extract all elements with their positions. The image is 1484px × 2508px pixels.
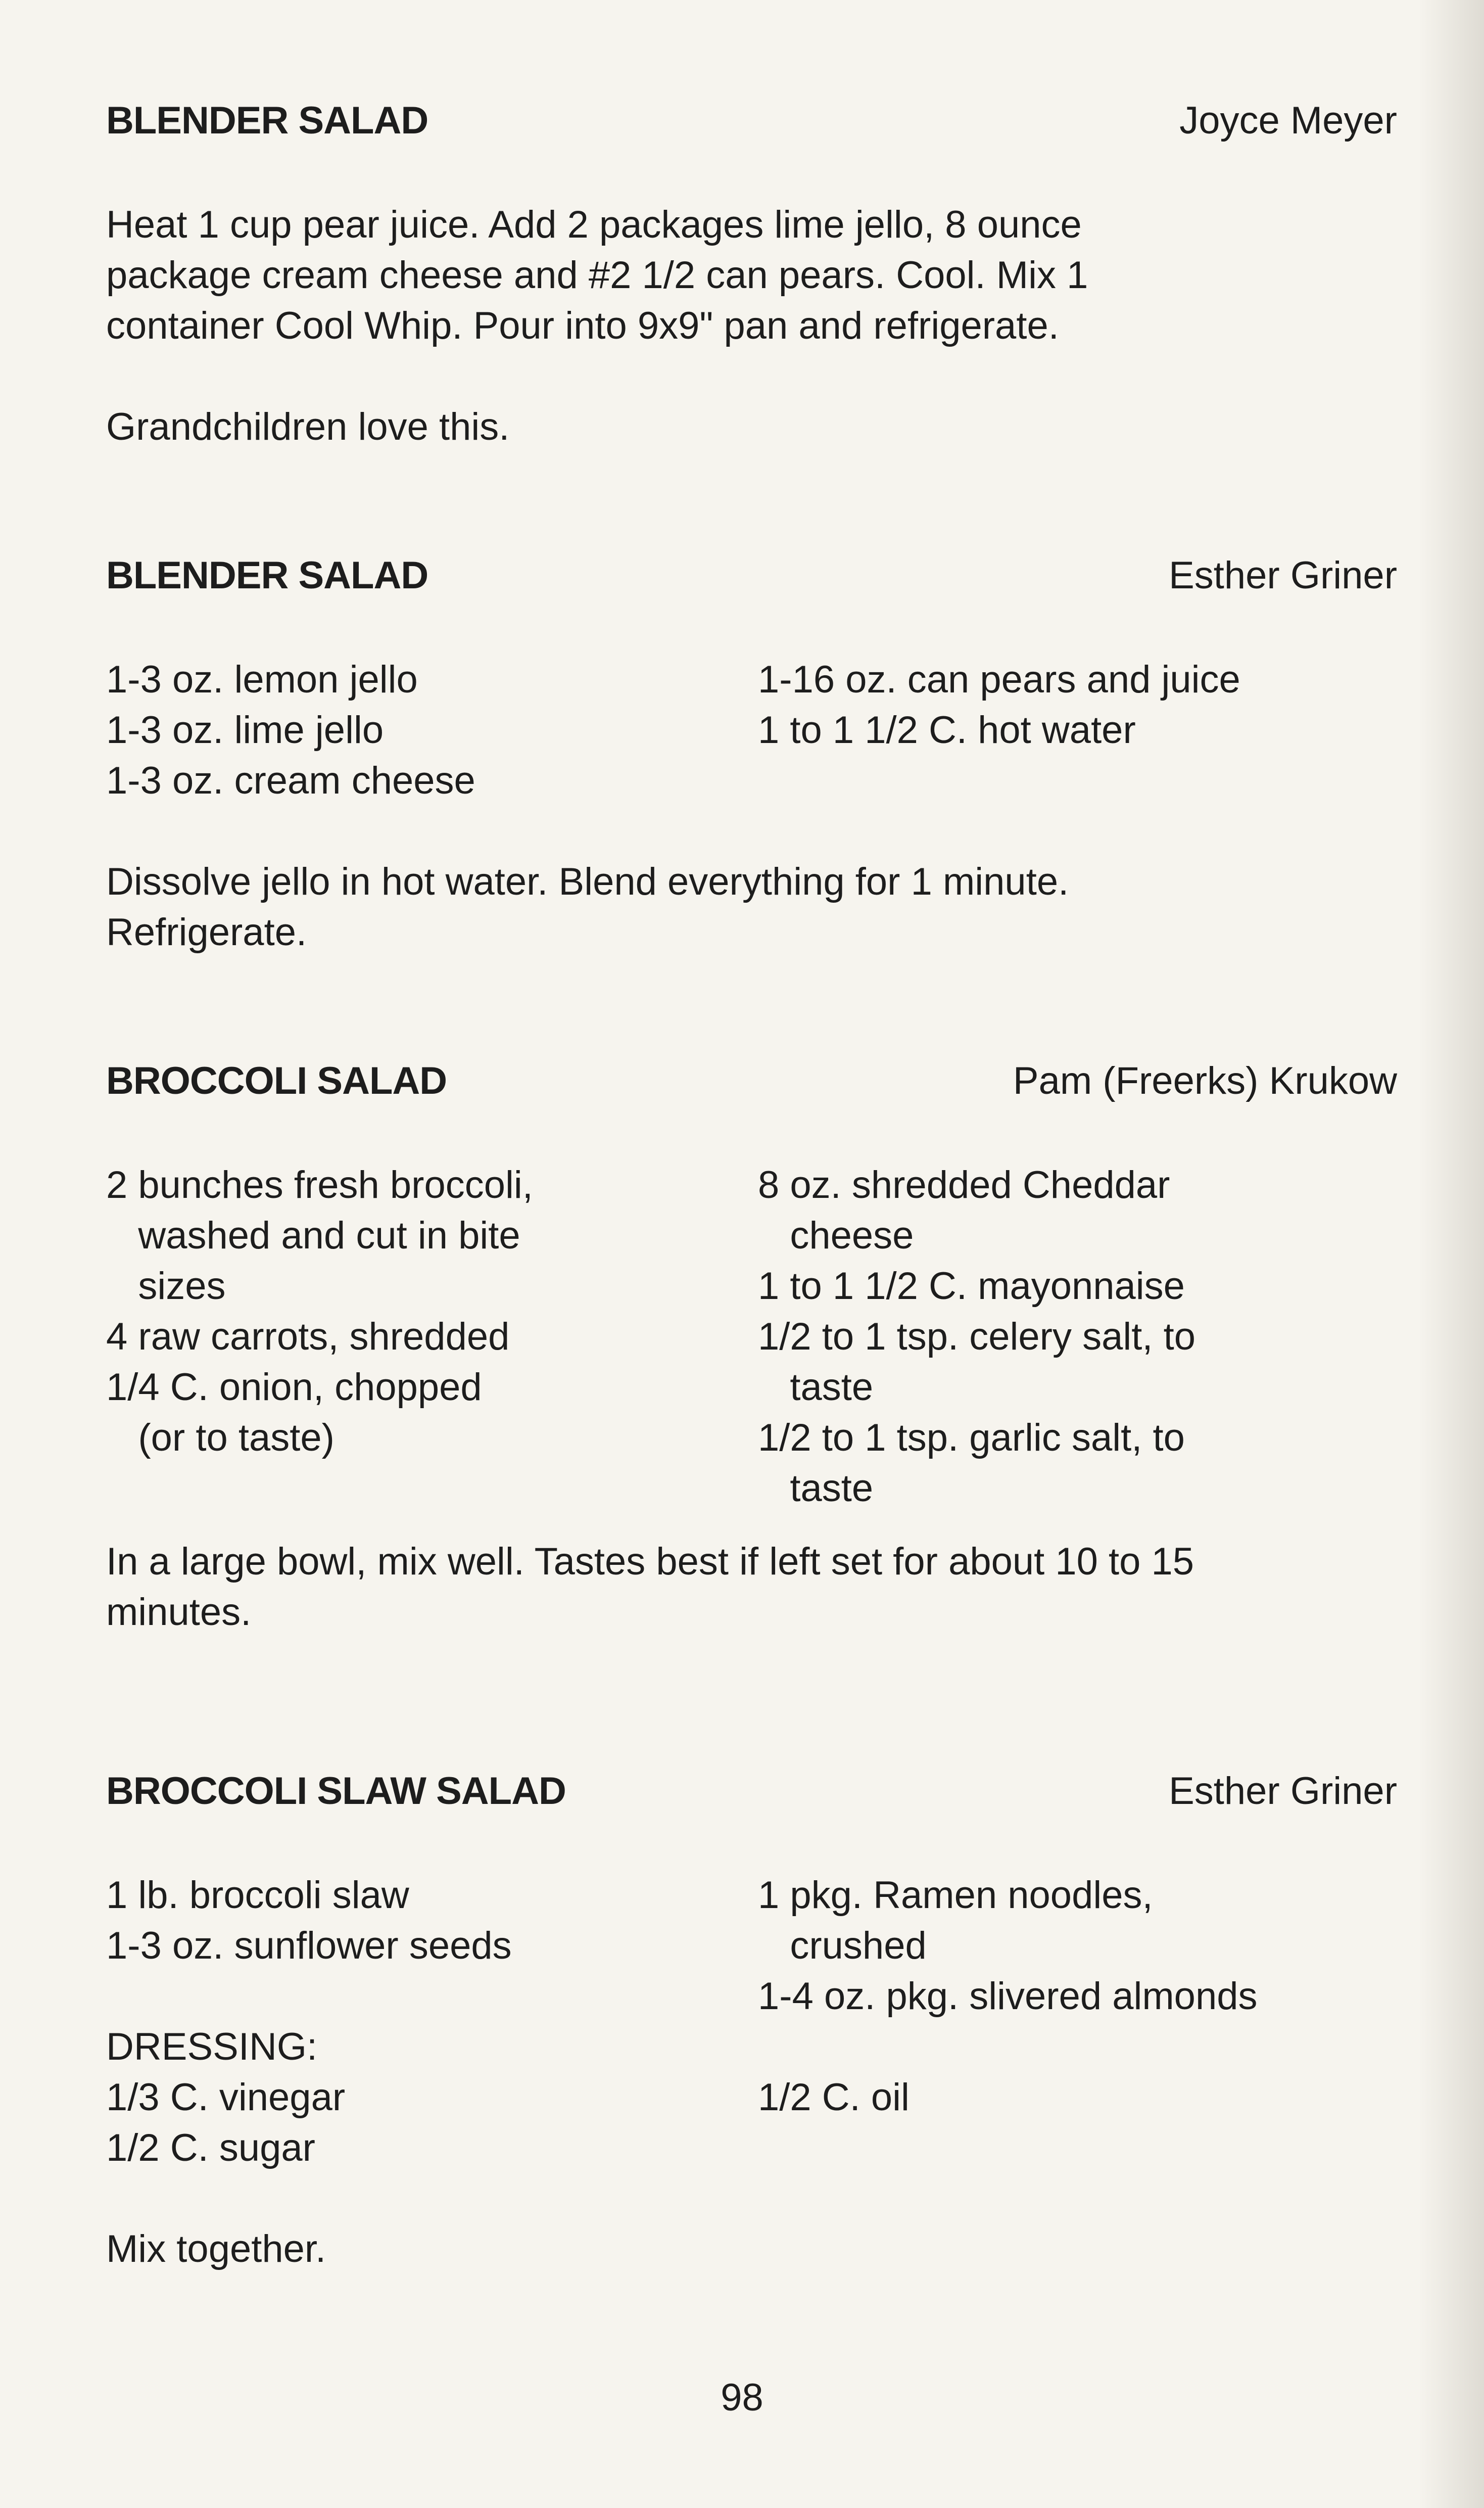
recipe-instructions-line: minutes. [106,1591,252,1634]
recipe-header [106,553,1397,609]
ingredient: 1 to 1 1/2 C. mayonnaise [758,1265,1185,1308]
dressing-list [106,2072,1397,2173]
recipe-header [106,99,1397,154]
ingredient: 4 raw carrots, shredded [106,1315,510,1358]
ingredient: 8 oz. shredded Cheddar [758,1164,1170,1206]
recipe-note: Mix together. [106,2227,326,2270]
ingredient-list [106,655,1397,806]
recipe-author: Joyce Meyer [1179,99,1397,142]
ingredient: (or to taste) [106,1416,334,1459]
ingredient: 1-3 oz. cream cheese [106,759,475,802]
ingredient: 1/2 C. oil [758,2076,909,2119]
ingredient: cheese [758,1214,914,1257]
recipe-title: BLENDER SALAD [106,554,428,597]
ingredient: taste [758,1467,874,1510]
ingredient: 1/2 C. sugar [106,2126,315,2169]
ingredient-list [106,1870,1397,2022]
ingredient: 1 lb. broccoli slaw [106,1874,409,1917]
ingredient: 1 to 1 1/2 C. hot water [758,709,1136,752]
ingredient: taste [758,1366,874,1409]
ingredient: sizes [106,1265,226,1308]
recipe-instructions-line: In a large bowl, mix well. Tastes best if left set for about 10 to 15 [106,1540,1194,1583]
recipe-instructions-line: package cream cheese and #2 1/2 can pears. Cool. Mix 1 [106,254,1088,297]
ingredient: 1/2 to 1 tsp. garlic salt, to [758,1416,1185,1459]
recipe-instructions-line: Dissolve jello in hot water. Blend everything for 1 minute. [106,860,1069,903]
ingredient: 1/2 to 1 tsp. celery salt, to [758,1315,1195,1358]
recipe-instructions-line: Refrigerate. [106,911,307,954]
recipe-title: BLENDER SALAD [106,99,428,142]
recipe-author: Pam (Freerks) Krukow [1013,1059,1397,1102]
recipe-header [106,1059,1397,1114]
dressing-label: DRESSING: [106,2025,318,2068]
ingredient-list [106,1160,1397,1514]
recipe-broccoli-salad [106,1059,1397,1638]
recipe-instructions-line: Heat 1 cup pear juice. Add 2 packages lime jello, 8 ounce [106,203,1082,246]
recipe-note: Grandchildren love this. [106,405,510,448]
page-edge-shadow [1418,0,1484,2508]
ingredient: 1/4 C. onion, chopped [106,1366,482,1409]
recipe-author: Esther Griner [1169,1770,1397,1813]
recipe-blender-salad-griner [106,553,1397,958]
ingredient: 2 bunches fresh broccoli, [106,1164,533,1206]
ingredient: 1-3 oz. lemon jello [106,658,418,701]
recipe-instructions-line: container Cool Whip. Pour into 9x9" pan and refrigerate. [106,304,1059,347]
recipe-header [106,1769,1397,1825]
ingredient: 1-3 oz. sunflower seeds [106,1924,512,1967]
ingredient: 1-16 oz. can pears and juice [758,658,1240,701]
recipe-author: Esther Griner [1169,554,1397,597]
ingredient: crushed [758,1924,927,1967]
recipe-title: BROCCOLI SALAD [106,1059,447,1102]
recipe-title: BROCCOLI SLAW SALAD [106,1770,566,1813]
page-number: 98 [721,2376,763,2419]
ingredient: 1-4 oz. pkg. slivered almonds [758,1975,1258,2018]
recipe-blender-salad-meyer [106,99,1397,452]
ingredient: 1/3 C. vinegar [106,2076,346,2119]
ingredient: 1 pkg. Ramen noodles, [758,1874,1153,1917]
ingredient: washed and cut in bite [106,1214,520,1257]
ingredient: 1-3 oz. lime jello [106,709,384,752]
recipe-broccoli-slaw-salad [106,1769,1397,2274]
